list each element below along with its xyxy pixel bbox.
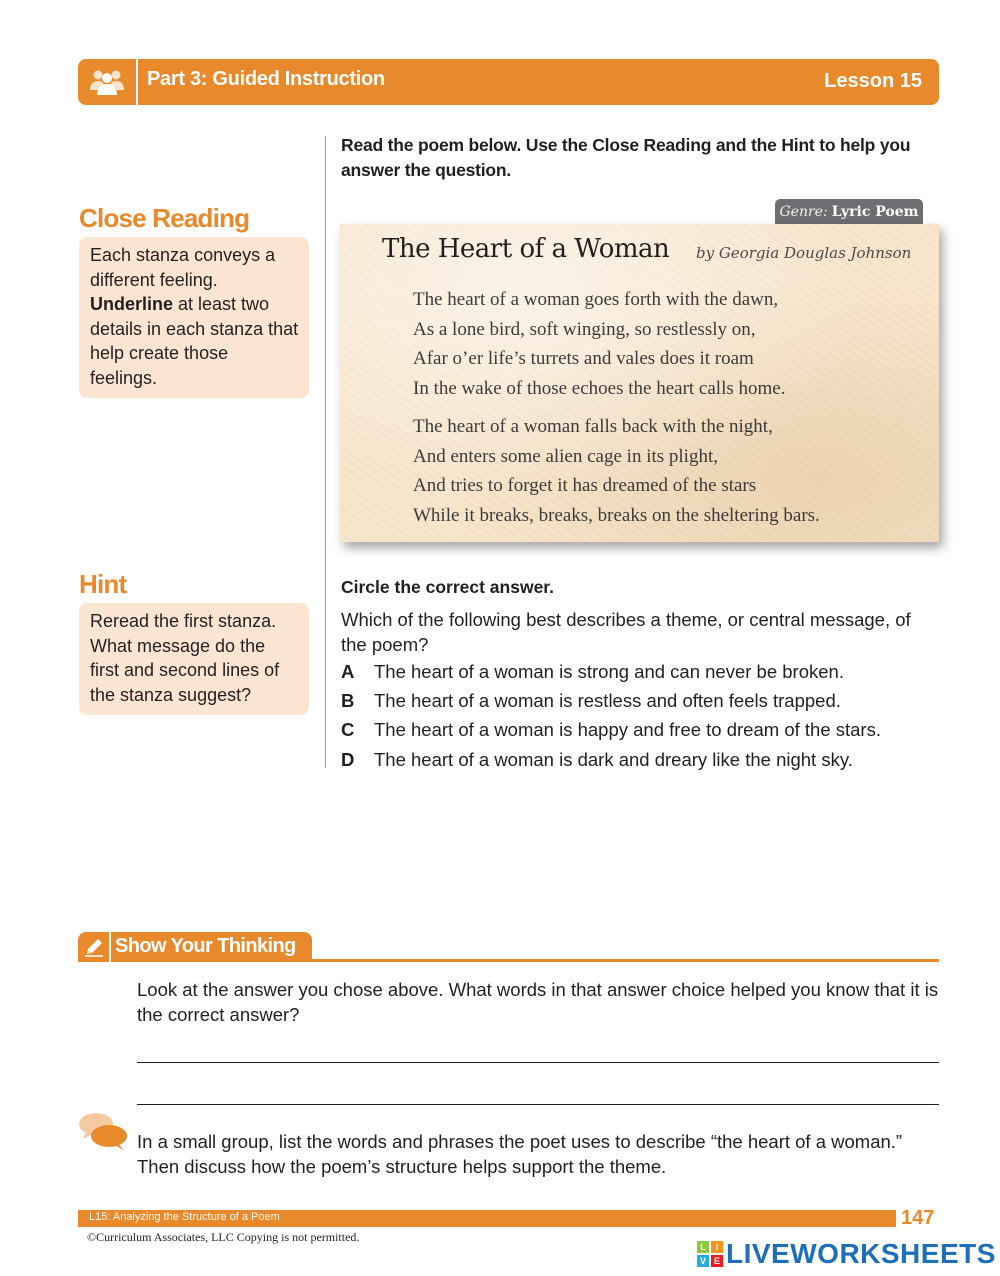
show-your-thinking-title: Show Your Thinking — [115, 935, 296, 957]
answer-option-c[interactable] — [341, 719, 881, 741]
footer-lesson-label: L15: Analyzing the Structure of a Poem — [89, 1211, 280, 1223]
option-text: The heart of a woman is happy and free to dream of the stars. — [374, 719, 881, 740]
option-text: The heart of a woman is restless and often feels trapped. — [374, 690, 841, 711]
option-letter: D — [341, 749, 355, 770]
poem-line[interactable]: Afar o’er life’s turrets and vales does it roam — [413, 348, 754, 369]
answer-line-1[interactable] — [137, 1062, 939, 1063]
poem-line[interactable]: And tries to forget it has dreamed of the stars — [413, 475, 757, 496]
question-prompt: Which of the following best describes a theme, or central message, of the poem? — [341, 609, 911, 655]
answer-line-2[interactable] — [137, 1104, 939, 1105]
section-header-bar — [78, 59, 939, 105]
section-title: Part 3: Guided Instruction — [147, 68, 385, 90]
close-reading-text-1: Each stanza conveys a different feeling. — [90, 245, 276, 290]
poem-author: by Georgia Douglas Johnson — [696, 244, 912, 262]
close-reading-box — [79, 237, 309, 398]
page-number: 147 — [901, 1207, 935, 1229]
stanza-2 — [413, 412, 820, 530]
show-your-thinking-prompt: Look at the answer you chose above. What words in that answer choice helped you know that it is the correct answer? — [137, 979, 939, 1025]
speech-bubbles-icon — [78, 1112, 130, 1157]
group-icon — [78, 59, 138, 105]
poem-line[interactable]: And enters some alien cage in its plight, — [413, 445, 718, 467]
option-letter: B — [341, 690, 355, 711]
poem-card — [340, 224, 939, 542]
stanza-1 — [413, 285, 785, 403]
poem-line[interactable]: As a lone bird, soft winging, so restlessly on, — [413, 318, 756, 340]
reading-instruction: Read the poem below. Use the Close Reading and the Hint to help you answer the question. — [341, 135, 911, 180]
logo-blocks-icon — [697, 1241, 723, 1267]
copyright-notice: ©Curriculum Associates, LLC Copying is not permitted. — [87, 1230, 360, 1244]
lesson-number: Lesson 15 — [824, 70, 922, 92]
option-text: The heart of a woman is dark and dreary like the night sky. — [374, 749, 853, 770]
close-reading-text-2: at least two details in each stanza that help create those feelings. — [90, 294, 299, 388]
logo-block: I — [711, 1241, 723, 1253]
pencil-icon — [78, 932, 111, 962]
genre-value: Lyric Poem — [831, 203, 919, 220]
liveworksheets-wordmark: LIVEWORKSHEETS — [726, 1238, 996, 1269]
genre-tag — [775, 199, 923, 224]
column-divider — [325, 136, 326, 768]
logo-block: E — [711, 1255, 723, 1267]
answer-option-b[interactable] — [341, 690, 841, 712]
genre-label: Genre: — [779, 203, 828, 220]
liveworksheets-logo — [697, 1238, 996, 1270]
show-your-thinking-tab — [78, 932, 312, 962]
logo-block: V — [697, 1255, 709, 1267]
hint-box — [79, 603, 309, 715]
option-letter: A — [341, 661, 355, 682]
logo-block: L — [697, 1241, 709, 1253]
poem-line[interactable]: The heart of a woman falls back with the night, — [413, 416, 773, 437]
answer-option-a[interactable] — [341, 661, 844, 683]
hint-text: Reread the first stanza. What message do the first and second lines of the stanza suggest? — [90, 611, 280, 705]
close-reading-emphasis: Underline — [90, 294, 174, 314]
answer-option-d[interactable] — [341, 749, 853, 771]
question-heading: Circle the correct answer. — [341, 577, 555, 597]
poem-line[interactable]: While it breaks, breaks, breaks on the sheltering bars. — [413, 504, 820, 526]
footer-bar — [78, 1210, 896, 1227]
group-discussion-prompt: In a small group, list the words and phrases the poet uses to describe “the heart of a woman.” Then discuss how the poem’s structure helps support the theme. — [137, 1131, 903, 1177]
option-text: The heart of a woman is strong and can never be broken. — [374, 661, 844, 682]
poem-line[interactable]: The heart of a woman goes forth with the dawn, — [413, 289, 779, 310]
poem-line[interactable]: In the wake of those echoes the heart calls home. — [413, 377, 786, 399]
option-letter: C — [341, 719, 355, 740]
close-reading-heading: Close Reading — [79, 203, 250, 233]
poem-title: The Heart of a Woman — [382, 234, 670, 264]
hint-heading: Hint — [79, 569, 127, 599]
